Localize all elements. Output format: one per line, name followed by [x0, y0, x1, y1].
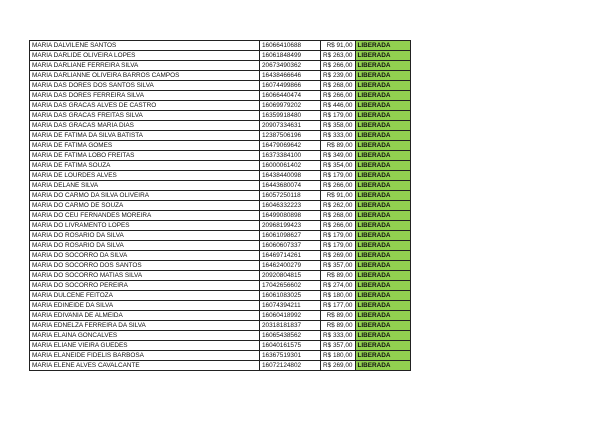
row-name-cell: MARIA DO CEU FERNANDES MOREIRA	[30, 211, 260, 221]
row-status-badge: LIBERADA	[355, 91, 410, 101]
row-name-cell: MARIA DAS GRACAS ALVES DE CASTRO	[30, 101, 260, 111]
row-value-cell: R$ 179,00	[321, 231, 356, 241]
row-id-cell: 16060607337	[260, 241, 321, 251]
row-status-badge: LIBERADA	[355, 361, 410, 371]
row-name-cell: MARIA DO LIVRAMENTO LOPES	[30, 221, 260, 231]
row-value-cell: R$ 91,00	[321, 41, 356, 51]
row-value-cell: R$ 274,00	[321, 281, 356, 291]
row-value-cell: R$ 180,00	[321, 351, 356, 361]
row-value-cell: R$ 358,00	[321, 121, 356, 131]
row-name-cell: MARIA DALVILENE SANTOS	[30, 41, 260, 51]
row-status-badge: LIBERADA	[355, 131, 410, 141]
row-value-cell: R$ 269,00	[321, 251, 356, 261]
row-value-cell: R$ 446,00	[321, 101, 356, 111]
row-name-cell: MARIA DE FATIMA SOUZA	[30, 161, 260, 171]
table-row	[30, 181, 411, 191]
table-row	[30, 341, 411, 351]
table-row	[30, 111, 411, 121]
row-status-badge: LIBERADA	[355, 111, 410, 121]
table-row	[30, 101, 411, 111]
row-value-cell: R$ 179,00	[321, 171, 356, 181]
row-status-badge: LIBERADA	[355, 151, 410, 161]
row-id-cell: 20920804815	[260, 271, 321, 281]
row-status-badge: LIBERADA	[355, 281, 410, 291]
table-row	[30, 251, 411, 261]
table-row	[30, 291, 411, 301]
row-status-badge: LIBERADA	[355, 341, 410, 351]
row-status-badge: LIBERADA	[355, 201, 410, 211]
row-id-cell: 20968199423	[260, 221, 321, 231]
row-status-badge: LIBERADA	[355, 321, 410, 331]
table-row	[30, 261, 411, 271]
row-status-badge: LIBERADA	[355, 311, 410, 321]
row-status-badge: LIBERADA	[355, 301, 410, 311]
table-row	[30, 311, 411, 321]
row-status-badge: LIBERADA	[355, 51, 410, 61]
table-row	[30, 151, 411, 161]
table-row	[30, 191, 411, 201]
row-id-cell: 16069979202	[260, 101, 321, 111]
table-row	[30, 201, 411, 211]
row-status-badge: LIBERADA	[355, 71, 410, 81]
table-row	[30, 271, 411, 281]
row-status-badge: LIBERADA	[355, 61, 410, 71]
row-name-cell: MARIA DO ROSARIO DA SILVA	[30, 241, 260, 251]
row-value-cell: R$ 268,00	[321, 81, 356, 91]
table-row	[30, 61, 411, 71]
row-name-cell: MARIA DE FATIMA LOBO FREITAS	[30, 151, 260, 161]
row-name-cell: MARIA DARLIANE FERREIRA SILVA	[30, 61, 260, 71]
row-name-cell: MARIA DAS DORES FERREIRA SILVA	[30, 91, 260, 101]
row-id-cell: 16469714261	[260, 251, 321, 261]
row-id-cell: 16462400279	[260, 261, 321, 271]
row-id-cell: 16060418992	[260, 311, 321, 321]
table-row	[30, 331, 411, 341]
row-name-cell: MARIA EDNELZA FERREIRA DA SILVA	[30, 321, 260, 331]
row-value-cell: R$ 266,00	[321, 181, 356, 191]
table-row	[30, 301, 411, 311]
row-value-cell: R$ 179,00	[321, 241, 356, 251]
table-row	[30, 161, 411, 171]
row-id-cell: 16066440474	[260, 91, 321, 101]
row-name-cell: MARIA ELANEIDE FIDELIS BARBOSA	[30, 351, 260, 361]
table-row	[30, 361, 411, 371]
row-name-cell: MARIA DO SOCORRO DOS SANTOS	[30, 261, 260, 271]
row-name-cell: MARIA DO CARMO DA SILVA OLIVEIRA	[30, 191, 260, 201]
row-id-cell: 16000061402	[260, 161, 321, 171]
row-id-cell: 16359918480	[260, 111, 321, 121]
row-status-badge: LIBERADA	[355, 81, 410, 91]
row-id-cell: 16057250118	[260, 191, 321, 201]
row-status-badge: LIBERADA	[355, 351, 410, 361]
row-value-cell: R$ 269,00	[321, 361, 356, 371]
row-value-cell: R$ 89,00	[321, 141, 356, 151]
row-value-cell: R$ 239,00	[321, 71, 356, 81]
row-status-badge: LIBERADA	[355, 191, 410, 201]
row-status-badge: LIBERADA	[355, 101, 410, 111]
row-id-cell: 20318181837	[260, 321, 321, 331]
row-value-cell: R$ 333,00	[321, 131, 356, 141]
row-id-cell: 16066410688	[260, 41, 321, 51]
row-name-cell: MARIA DARLIANNE OLIVEIRA BARROS CAMPOS	[30, 71, 260, 81]
row-id-cell: 16046332223	[260, 201, 321, 211]
row-value-cell: R$ 357,00	[321, 261, 356, 271]
table-row	[30, 241, 411, 251]
row-name-cell: MARIA DULCENE FEITOZA	[30, 291, 260, 301]
row-value-cell: R$ 354,00	[321, 161, 356, 171]
table-row	[30, 141, 411, 151]
table-row	[30, 51, 411, 61]
row-status-badge: LIBERADA	[355, 271, 410, 281]
row-name-cell: MARIA DELANE SILVA	[30, 181, 260, 191]
row-name-cell: MARIA DO CARMO DE SOUZA	[30, 201, 260, 211]
row-id-cell: 16499080898	[260, 211, 321, 221]
row-id-cell: 16443680074	[260, 181, 321, 191]
row-value-cell: R$ 266,00	[321, 91, 356, 101]
row-status-badge: LIBERADA	[355, 41, 410, 51]
row-value-cell: R$ 266,00	[321, 61, 356, 71]
row-name-cell: MARIA ELIANE VIEIRA GUEDES	[30, 341, 260, 351]
row-value-cell: R$ 333,00	[321, 331, 356, 341]
row-name-cell: MARIA DAS DORES DOS SANTOS SILVA	[30, 81, 260, 91]
row-value-cell: R$ 89,00	[321, 321, 356, 331]
row-status-badge: LIBERADA	[355, 291, 410, 301]
row-status-badge: LIBERADA	[355, 251, 410, 261]
row-id-cell: 16061098627	[260, 231, 321, 241]
row-name-cell: MARIA DO SOCORRO MATIAS SILVA	[30, 271, 260, 281]
row-id-cell: 16438466646	[260, 71, 321, 81]
row-value-cell: R$ 349,00	[321, 151, 356, 161]
row-name-cell: MARIA DE FATIMA DA SILVA BATISTA	[30, 131, 260, 141]
row-status-badge: LIBERADA	[355, 161, 410, 171]
table-row	[30, 281, 411, 291]
row-id-cell: 16065438562	[260, 331, 321, 341]
row-value-cell: R$ 91,00	[321, 191, 356, 201]
row-status-badge: LIBERADA	[355, 241, 410, 251]
row-value-cell: R$ 89,00	[321, 271, 356, 281]
row-value-cell: R$ 177,00	[321, 301, 356, 311]
row-status-badge: LIBERADA	[355, 211, 410, 221]
row-id-cell: 16074499866	[260, 81, 321, 91]
row-status-badge: LIBERADA	[355, 331, 410, 341]
row-value-cell: R$ 180,00	[321, 291, 356, 301]
row-id-cell: 12387506196	[260, 131, 321, 141]
beneficiary-table	[29, 40, 411, 371]
table-row	[30, 231, 411, 241]
row-value-cell: R$ 89,00	[321, 311, 356, 321]
row-name-cell: MARIA DARLIDE OLIVEIRA LOPES	[30, 51, 260, 61]
row-id-cell: 16040161575	[260, 341, 321, 351]
row-status-badge: LIBERADA	[355, 261, 410, 271]
row-name-cell: MARIA DE LOURDES ALVES	[30, 171, 260, 181]
row-name-cell: MARIA ELENE ALVES CAVALCANTE	[30, 361, 260, 371]
table-row	[30, 81, 411, 91]
table-row	[30, 351, 411, 361]
row-name-cell: MARIA DO SOCORRO DA SILVA	[30, 251, 260, 261]
table-row	[30, 121, 411, 131]
table-row	[30, 171, 411, 181]
row-id-cell: 16072124802	[260, 361, 321, 371]
row-value-cell: R$ 262,00	[321, 201, 356, 211]
table-row	[30, 71, 411, 81]
row-name-cell: MARIA DAS GRACAS MARIA DIAS	[30, 121, 260, 131]
table-row	[30, 41, 411, 51]
row-value-cell: R$ 357,00	[321, 341, 356, 351]
table-body	[30, 41, 411, 371]
row-id-cell: 16479069642	[260, 141, 321, 151]
table-row	[30, 321, 411, 331]
row-name-cell: MARIA ELAINA GONCALVES	[30, 331, 260, 341]
row-status-badge: LIBERADA	[355, 221, 410, 231]
table-row	[30, 221, 411, 231]
row-id-cell: 16367519301	[260, 351, 321, 361]
row-id-cell: 16061083025	[260, 291, 321, 301]
table-row	[30, 91, 411, 101]
row-id-cell: 20673490362	[260, 61, 321, 71]
row-status-badge: LIBERADA	[355, 231, 410, 241]
row-name-cell: MARIA DO ROSARIO DA SILVA	[30, 231, 260, 241]
row-status-badge: LIBERADA	[355, 121, 410, 131]
row-value-cell: R$ 268,00	[321, 211, 356, 221]
table-row	[30, 211, 411, 221]
row-name-cell: MARIA EDIVANIA DE ALMEIDA	[30, 311, 260, 321]
table-row	[30, 131, 411, 141]
row-name-cell: MARIA DAS GRACAS FREITAS SILVA	[30, 111, 260, 121]
row-id-cell: 16074394211	[260, 301, 321, 311]
row-name-cell: MARIA EDINEIDE DA SILVA	[30, 301, 260, 311]
row-status-badge: LIBERADA	[355, 141, 410, 151]
row-status-badge: LIBERADA	[355, 171, 410, 181]
row-id-cell: 16373384100	[260, 151, 321, 161]
row-id-cell: 20907334631	[260, 121, 321, 131]
row-name-cell: MARIA DO SOCORRO PEREIRA	[30, 281, 260, 291]
row-name-cell: MARIA DE FATIMA GOMES	[30, 141, 260, 151]
row-value-cell: R$ 266,00	[321, 221, 356, 231]
row-status-badge: LIBERADA	[355, 181, 410, 191]
row-value-cell: R$ 263,00	[321, 51, 356, 61]
row-id-cell: 16438440098	[260, 171, 321, 181]
row-id-cell: 17042656602	[260, 281, 321, 291]
row-id-cell: 16061848499	[260, 51, 321, 61]
row-value-cell: R$ 179,00	[321, 111, 356, 121]
